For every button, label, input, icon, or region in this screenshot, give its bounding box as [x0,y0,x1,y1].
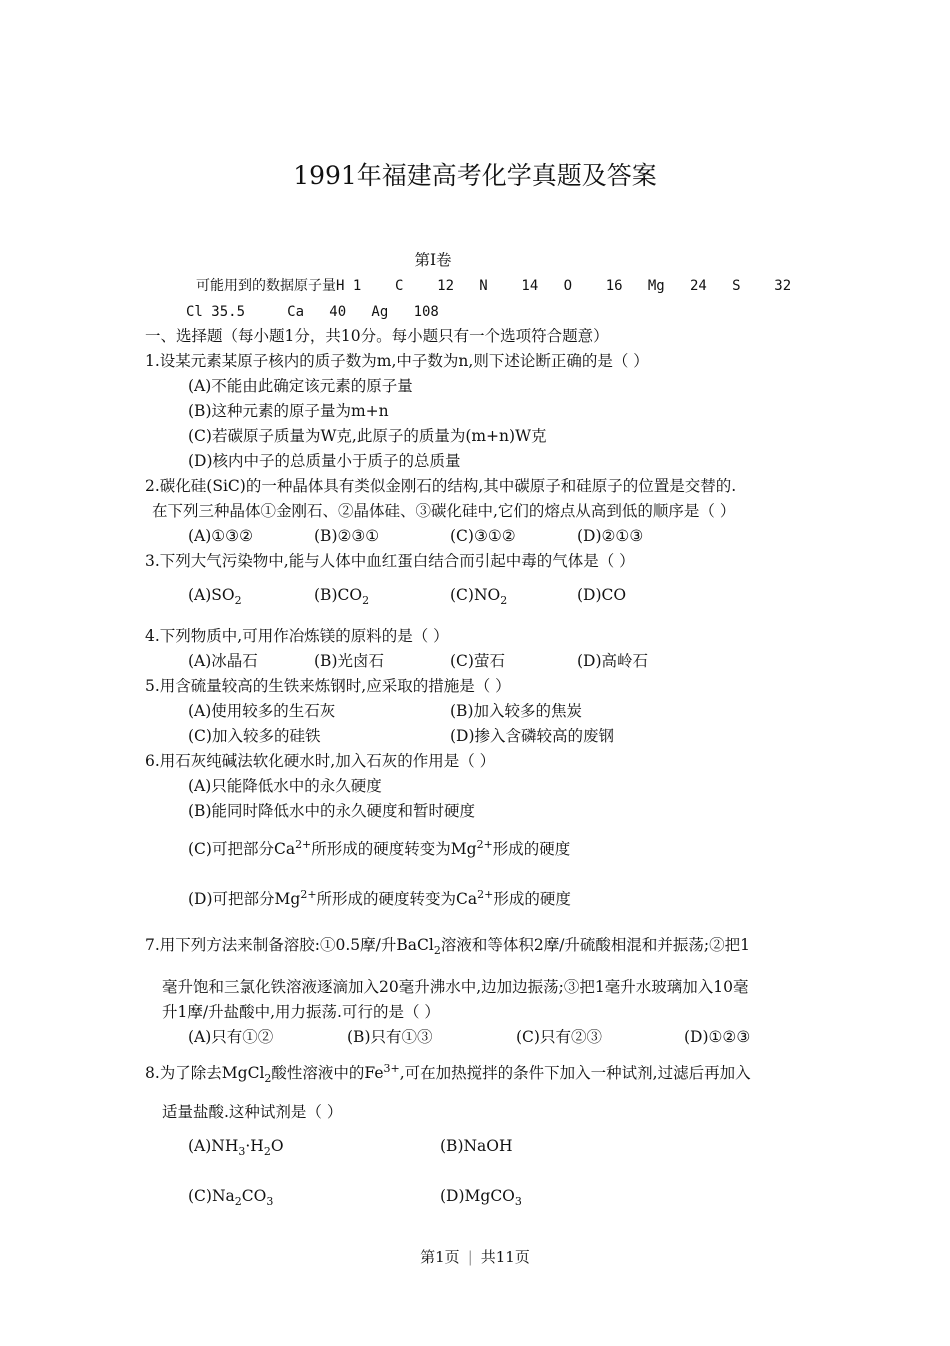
q1-option-b: (B)这种元素的原子量为m+n [188,402,389,420]
q6-stem: 6.用石灰纯碱法软化硬水时,加入石灰的作用是（ ） [145,752,496,770]
q5-option-b: (B)加入较多的焦炭 [450,702,582,720]
q7-stem-line2: 毫升饱和三氯化铁溶液逐滴加入20毫升沸水中,边加边振荡;③把1毫升水玻璃加入10毫 [162,978,749,996]
q5-option-a: (A)使用较多的生石灰 [188,702,336,720]
q2-option-b: (B)②③① [314,527,380,545]
q1-option-d: (D)核内中子的总质量小于质子的总质量 [188,452,461,470]
q5-option-c: (C)加入较多的硅铁 [188,727,321,745]
part1-heading: 一、选择题（每小题1分，共10分。每小题只有一个选项符合题意） [145,327,609,345]
q3-option-c: $(C)NO_2$ [450,586,508,608]
q2-option-a: (A)①③② [188,527,253,545]
q1-option-a: (A)不能由此确定该元素的原子量 [188,377,413,395]
q4-option-d: (D)高岭石 [577,652,649,670]
page-total: 共11页 [480,1248,530,1266]
q4-option-a: (A)冰晶石 [188,652,258,670]
q4-option-b: (B)光卤石 [314,652,384,670]
q6-option-a: (A)只能降低水中的永久硬度 [188,777,382,795]
q6-option-c: (C)可把部分$Ca^{2+}$所形成的硬度转变为$Mg^{2+}$形成的硬度 [188,837,571,858]
q3-option-b: $(B)CO_2$ [314,586,370,608]
q8-stem-line2: 适量盐酸.这种试剂是（ ） [162,1103,343,1121]
section-label: 第Ⅰ卷 [414,251,452,269]
page-footer [0,1246,950,1267]
q2-option-d: (D)②①③ [577,527,644,545]
q7-option-c: (C)只有②③ [516,1028,602,1046]
q7-option-d: (D)①②③ [684,1028,751,1046]
q3-stem: 3.下列大气污染物中,能与人体中血红蛋白结合而引起中毒的气体是（ ） [145,552,635,570]
q7-option-a: (A)只有①② [188,1028,274,1046]
q8-option-c: $(C)Na_2CO_3$ [188,1187,274,1209]
q7-option-b: (B)只有①③ [347,1028,433,1046]
q5-stem: 5.用含硫量较高的生铁来炼钢时,应采取的措施是（ ） [145,677,511,695]
atomic-mass-line-1: 可能用到的数据原子量H 1 C 12 N 14 O 16 Mg 24 S 32 [196,278,792,294]
q1-stem: 1.设某元素某原子核内的质子数为m,中子数为n,则下述论断正确的是（ ） [145,352,649,370]
q4-option-c: (C)萤石 [450,652,505,670]
q6-option-b: (B)能同时降低水中的永久硬度和暂时硬度 [188,802,475,820]
q8-option-d: (D)MgCO$_3$ [440,1187,522,1209]
q8-stem-line1: 8.为了除去MgCl$_2$酸性溶液中的$Fe^{3+}$,可在加热搅拌的条件下加入一种试剂,过滤后再加入 [145,1061,751,1086]
q7-stem-line1: 7.用下列方法来制备溶胶:①0.5摩/升BaCl$_2$溶液和等体积2摩/升硫酸相混和并振荡;②把1 [145,936,751,958]
q2-stem-line1: 2.碳化硅(SiC)的一种晶体具有类似金刚石的结构,其中碳原子和硅原子的位置是交替的. [145,477,737,495]
document-title: 1991年福建高考化学真题及答案 [293,161,657,190]
q2-option-c: (C)③①② [450,527,516,545]
q7-stem-line3: 升1摩/升盐酸中,用力振荡.可行的是（ ） [162,1003,440,1021]
q4-stem: 4.下列物质中,可用作冶炼镁的原料的是（ ） [145,627,449,645]
atomic-mass-line-2: Cl 35.5 Ca 40 Ag 108 [186,304,439,320]
footer-divider: | [467,1248,473,1266]
q3-option-a: $(A)SO_2$ [188,586,242,608]
q2-stem-line2: 在下列三种晶体①金刚石、②晶体硅、③碳化硅中,它们的熔点从高到低的顺序是（ ） [152,502,736,520]
page-number: 第1页 [420,1248,460,1266]
q8-option-b: (B)NaOH [440,1137,513,1155]
q5-option-d: (D)掺入含磷较高的废钢 [450,727,615,745]
q3-option-d: (D)CO [577,586,627,604]
q6-option-d: (D)可把部分$Mg^{2+}$所形成的硬度转变为$Ca^{2+}$形成的硬度 [188,887,571,908]
q1-option-c: (C)若碳原子质量为W克,此原子的质量为(m+n)W克 [188,427,547,445]
q8-option-a: $(A)NH_3\cdot H_2O$ [188,1137,284,1159]
